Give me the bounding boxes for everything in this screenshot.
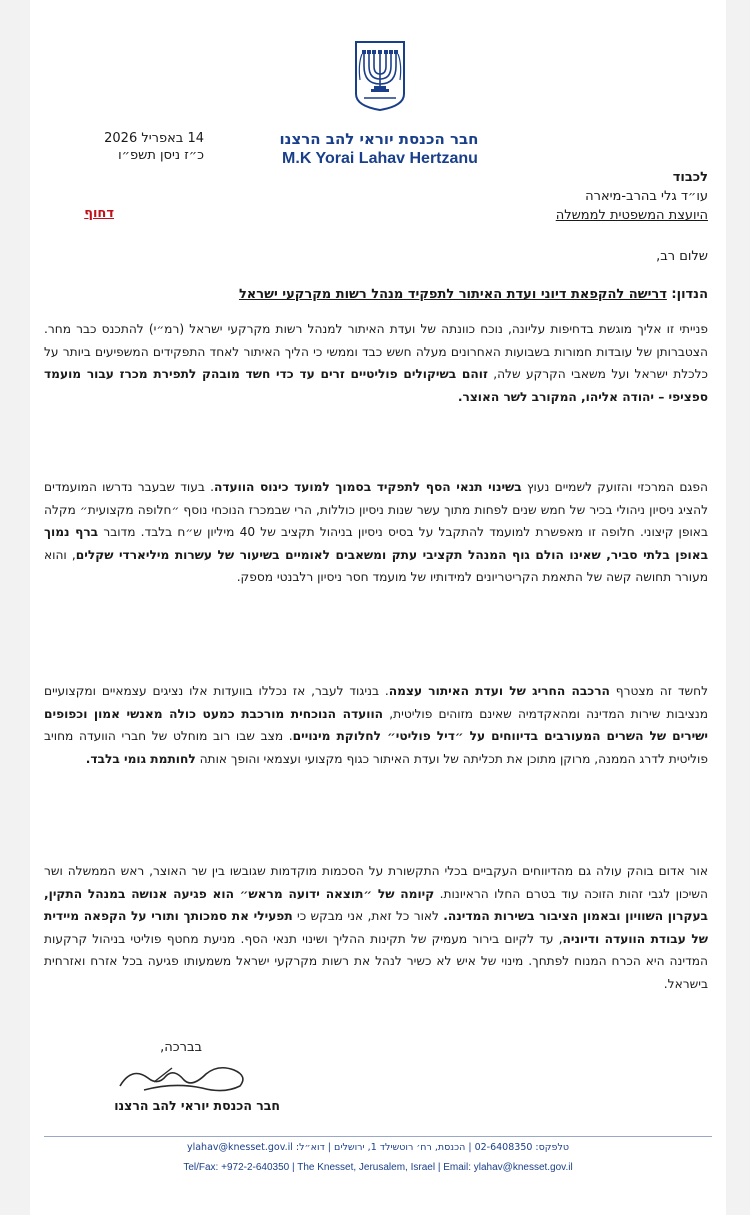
p4-bold-b: תפעילי את סמכותך ותורי על הקפאה מיידית של עבודת הוועדה ודיוניה bbox=[44, 909, 708, 946]
body-paragraph-3 bbox=[44, 680, 708, 770]
closing-blessing: בברכה, bbox=[160, 1040, 202, 1055]
recipient-name: עו״ד גלי בהרב-מיארה bbox=[585, 189, 708, 204]
footer-hebrew: טלפקס: 02-6408350 | הכנסת, רח׳ רוטשילד 1, ירושלים | דוא״ל: ylahav@knesset.gov.il bbox=[186, 1142, 570, 1153]
subject-text: דרישה להקפאת דיוני ועדת האיתור לתפקיד מנהל רשות מקרקעי ישראל bbox=[238, 287, 667, 302]
p3-text-a: לחשד זה מצטרף bbox=[609, 684, 708, 698]
subject-label: הנדון: bbox=[671, 287, 708, 302]
subject-line bbox=[48, 287, 708, 302]
p4-text-c: , עד לקיום בירור מעמיק של תקינות ההליך ושינוי תנאי הסף. מניעת מחטף פוליטי בניהול קרקעות המדינה היא הכרח המנוח לפתחך. מינוי של איש לא כשיר לנהל את רשות מקרקעי ישראל משמעותו פגיעה בכל אזרח ואזרחית בישראל. bbox=[44, 931, 708, 991]
mk-name-hebrew: חבר הכנסת יוראי להב הרצנו bbox=[279, 130, 479, 148]
greeting: שלום רב, bbox=[656, 249, 708, 264]
date-hebrew: כ״ז ניסן תשפ״ו bbox=[118, 148, 204, 163]
p3-bold-a: הרכבה החריג של ועדת האיתור עצמה bbox=[388, 684, 610, 698]
p4-bold-a: קיומה של ״תוצאה ידועה מראש״ הוא פגיעה אנושה במנהל התקין, בעקרון השוויון ובאמון הציבור בשירות המדינה. bbox=[44, 886, 708, 923]
recipient-to-label: לכבוד bbox=[672, 170, 708, 185]
menorah-emblem-icon bbox=[352, 40, 408, 112]
p3-text-c: . מצב שבו רוב מוחלט של חברי הוועדה מחויב פוליטית לדרג הממנה, מרוקן מתוכן את תכליתה של ועדת האיתור כגוף מקצועי ועצמאי והופך אותה bbox=[44, 729, 708, 766]
recipient-title: היועצת המשפטית לממשלה bbox=[555, 208, 708, 223]
p2-bold-a: בשינוי תנאי הסף לתפקיד בסמוך למועד כינוס הוועדה bbox=[214, 480, 522, 494]
p2-text-c: , והוא מעורר תחושה קשה של התאמת הקריטריונים למידותיו של מועמד חסר ניסיון רלבנטי מספק. bbox=[44, 547, 708, 584]
p3-bold-b: הוועדה הנוכחית מורכבת כמעט כולה מאנשי אמון וכפופים ישירים של השרים המעורבים בדיווחים על ״דיל פוליטי״ לחלוקת מינויים bbox=[44, 706, 708, 743]
p3-text-b: . בניגוד לעבר, אז נכללו בוועדות אלו נציגים עצמאיים ומקצועיים מנציבות שירות המדינה ומהאקדמיה שאינם מזוהים פוליטית, bbox=[44, 684, 709, 721]
letter-page bbox=[30, 0, 726, 1215]
footer-english: Tel/Fax: +972-2-640350 | The Knesset, Jerusalem, Israel | Email: ylahav@knesset.gov.il bbox=[183, 1162, 573, 1173]
p2-text-b: . בעוד שבעבר נדרשו המועמדים להציג ניסיון ניהולי בכיר של חמש שנים לפחות מתוך עשר שנות ניסיון כוללות, הרי שבמכרז הנוכחי נוסף ״חלופה מקצועית״ מקלה באופן קיצוני. חלופה זו מאפשרת למועמד להתקבל על בסיס ניסיון בניהול תקציב של 40 מיליון ש״ח בלבד. מדובר bbox=[44, 480, 708, 539]
handwritten-signature bbox=[114, 1056, 254, 1096]
body-paragraph-4 bbox=[44, 860, 708, 995]
p4-text-a: אור אדום בוהק עולה גם מהדיווחים העקביים בכלי התקשורת על הסכמות מוקדמות שגובשו בין שר האוצר, ראש הממשלה ושר השיכון לגבי זהות הזוכה עוד בטרם החלו הראיונות. bbox=[44, 864, 708, 901]
signer-name: חבר הכנסת יוראי להב הרצנו bbox=[114, 1098, 280, 1113]
p2-bold-b: ברף נמוך באופן בלתי סביר, שאינו הולם גוף המנהל תקציבי עתק ומשאבים לאומיים בשיעור של עשרות מיליארדי שקלים bbox=[44, 525, 708, 562]
date-gregorian: 14 באפריל 2026 bbox=[104, 131, 204, 146]
p4-text-b: לאור כל זאת, אני מבקש כי bbox=[292, 909, 444, 923]
p2-text-a: הפגם המרכזי והזועק לשמיים נעוץ bbox=[521, 480, 709, 494]
urgent-label: דחוף bbox=[84, 206, 114, 221]
mk-name-english: M.K Yorai Lahav Hertzanu bbox=[282, 150, 478, 167]
body-paragraph-2 bbox=[44, 476, 708, 589]
p3-bold-c: לחותמת גומי בלבד. bbox=[85, 751, 196, 766]
p1-bold: זוהם בשיקולים פוליטיים זרים עד כדי חשד מובהק לתפירת מכרז עבור מועמד ספציפי – יהודה אליהו, המקורב לשר האוצר. bbox=[44, 367, 708, 404]
body-paragraph-1 bbox=[44, 318, 708, 408]
footer-divider bbox=[44, 1136, 712, 1137]
p1-text: פנייתי זו אליך מוגשת בדחיפות עליונה, נוכח כוונתה של ועדת האיתור למנהל רשות מקרקעי ישראל (רמ״י) להתכנס כבר מחר. הצטברותן של עובדות חמורות בשבועות האחרונים מעלה חשש כבד וממשי כי הליך האיתור לאחד התפקידים המשפיעים ביותר על כלכלת ישראל ועל משאבי הקרקע שלה, bbox=[44, 322, 708, 381]
